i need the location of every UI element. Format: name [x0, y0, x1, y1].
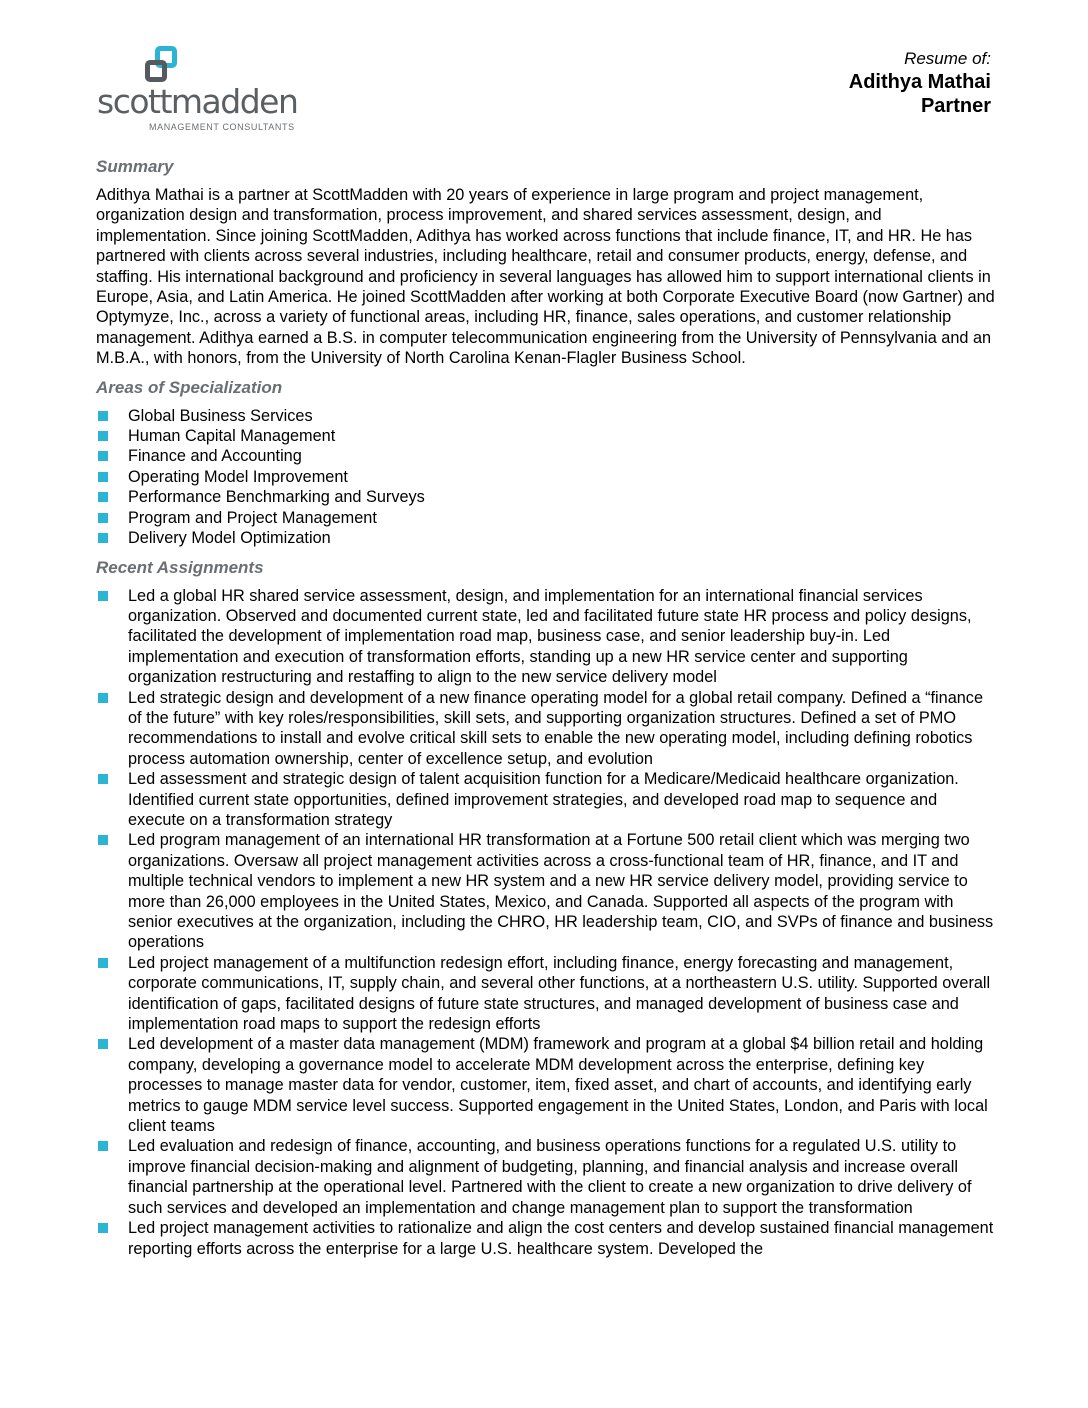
square-bullet-icon — [98, 693, 108, 703]
list-item — [96, 769, 996, 830]
square-bullet-icon — [98, 451, 108, 461]
list-item — [96, 830, 996, 952]
logo-tagline: MANAGEMENT CONSULTANTS — [149, 122, 295, 132]
person-name: Adithya Mathai — [848, 71, 991, 93]
square-bullet-icon — [98, 958, 108, 968]
resume-body — [96, 156, 996, 1267]
list-item — [96, 953, 996, 1035]
square-bullet-icon — [98, 472, 108, 482]
specialization-item: Human Capital Management — [128, 427, 336, 446]
assignment-text: Led project management of a multifunction redesign effort, including finance, energy forecasting and management, corporate communications, IT, supply chain, and several other functions, at a northeastern U.S. utility. Supported overall identification of gaps, facilitated designs of future state structures, and managed development of business case and implementation road maps to support the redesign efforts — [128, 953, 991, 1034]
list-item — [96, 1034, 996, 1136]
square-bullet-icon — [98, 591, 108, 601]
person-title: Partner — [920, 95, 991, 117]
summary-text: Adithya Mathai is a partner at ScottMadden with 20 years of experience in large program and project management, organization design and transformation, process improvement, and shared services assessment, design, and implementation. Since joining ScottMadden, Adithya has worked across functions that include finance, IT, and HR. He has partnered with clients across several industries, including healthcare, retail and consumer products, energy, defense, and staffing. His international background and proficiency in several languages has allowed him to support international clients in Europe, Asia, and Latin America. He joined ScottMadden after working at both Corporate Executive Board (now Gartner) and Optymyze, Inc., across a variety of functional areas, including HR, finance, sales operations, and customer relationship management. Adithya earned a B.S. in computer telecommunication engineering from the University of Pennsylvania and an M.B.A., with honors, from the University of North Carolina Kenan-Flagler Business School. — [96, 186, 995, 368]
square-bullet-icon — [98, 774, 108, 784]
assignment-text: Led evaluation and redesign of finance, accounting, and business operations functions for a regulated U.S. utility to improve financial decision-making and alignment of budgeting, planning, and financial analysis and increase overall financial partnership at the operational level. Partnered with the client to create a new organization to drive delivery of such services and developed an implementation and change management plan to support the transformation — [128, 1137, 972, 1217]
assignment-text: Led program management of an international HR transformation at a Fortune 500 retail client which was merging two organizations. Oversaw all project management activities across a cross-functional team of HR, finance, and IT and multiple technical vendors to implement a new HR system and a new HR service delivery model, providing service to more than 26,000 employees in the United States, Mexico, and Canada. Supported all aspects of the program with senior executives at the organization, including the CHRO, HR leadership team, CIO, and SVPs of finance and business operations — [128, 831, 994, 952]
specialization-item: Finance and Accounting — [128, 447, 302, 466]
specialization-list — [96, 406, 996, 549]
square-bullet-icon — [98, 533, 108, 543]
summary-heading: Summary — [96, 157, 174, 176]
list-item — [96, 508, 996, 528]
assignment-text: Led development of a master data management (MDM) framework and program at a global $4 billion retail and holding company, developing a governance model to accelerate MDM development across the enterprise, defining key processes to manage master data for vendor, customer, item, fixed asset, and chart of accounts, and identifying early metrics to gauge MDM service level success. Supported engagement in the United States, London, and Paris with local client teams — [128, 1035, 988, 1136]
list-item — [96, 1218, 996, 1259]
square-bullet-icon — [98, 1223, 108, 1233]
assignment-text: Led a global HR shared service assessment, design, and implementation for an international financial services organization. Observed and documented current state, led and facilitated future state HR process and policy designs, facilitated the development of implementation road map, business case, and senior leadership buy-in. Led implementation and execution of transformation efforts, standing up a new HR service center and supporting organization restructuring and restaffing to align to the new service delivery model — [128, 586, 972, 687]
square-bullet-icon — [98, 411, 108, 421]
assignments-list — [96, 586, 996, 1259]
specialization-item: Program and Project Management — [128, 508, 377, 527]
specialization-heading: Areas of Specialization — [96, 377, 283, 397]
assignments-heading: Recent Assignments — [96, 557, 264, 577]
company-logo — [97, 46, 297, 136]
square-bullet-icon — [98, 431, 108, 441]
logo-squares-icon — [141, 46, 185, 86]
list-item — [96, 586, 996, 688]
square-bullet-icon — [98, 835, 108, 845]
assignment-text: Led assessment and strategic design of talent acquisition function for a Medicare/Medicaid healthcare organization. Identified current state opportunities, defined improvement strategies, and developed road map to sequence and execute on a transformation strategy — [128, 770, 959, 829]
list-item — [96, 467, 996, 487]
list-item — [96, 688, 996, 770]
list-item — [96, 528, 996, 548]
list-item — [96, 426, 996, 446]
list-item — [96, 446, 996, 466]
assignment-text: Led strategic design and development of a new finance operating model for a global retail company. Defined a “finance of the future” with key roles/responsibilities, skill sets, and supporting organization structures. Defined a set of PMO recommendations to install and evolve critical skill sets to enable the new operating model, including defining robotics process automation ownership, center of excellence setup, and evolution — [128, 688, 983, 768]
specialization-item: Operating Model Improvement — [128, 467, 348, 486]
list-item — [96, 406, 996, 426]
square-bullet-icon — [98, 513, 108, 523]
logo-wordmark: scottmadden — [97, 82, 298, 121]
specialization-item: Delivery Model Optimization — [128, 529, 331, 548]
square-bullet-icon — [98, 1039, 108, 1049]
resume-label: Resume of: — [904, 49, 991, 68]
specialization-item: Performance Benchmarking and Surveys — [128, 488, 425, 507]
specialization-item: Global Business Services — [128, 406, 313, 425]
square-bullet-icon — [98, 1141, 108, 1151]
square-bullet-icon — [98, 492, 108, 502]
list-item — [96, 1136, 996, 1218]
list-item — [96, 487, 996, 507]
resume-header — [849, 48, 991, 118]
logo-square-gray — [145, 60, 167, 82]
assignment-text: Led project management activities to rationalize and align the cost centers and develop sustained financial management reporting efforts across the enterprise for a large U.S. healthcare system. Developed the — [128, 1219, 994, 1258]
